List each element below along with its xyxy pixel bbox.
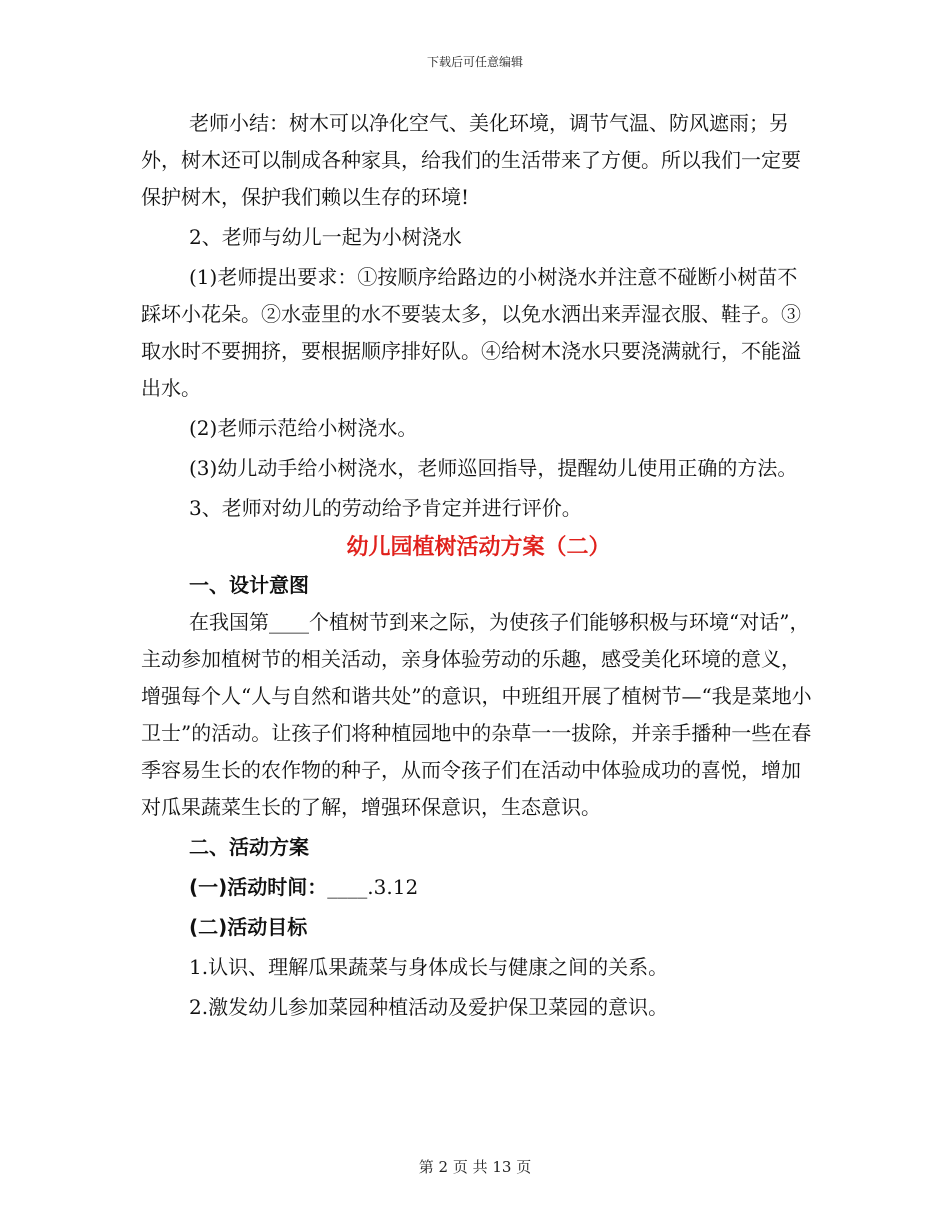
step-2-heading: 2、老师与幼儿一起为小树浇水 — [189, 225, 462, 249]
goal-item-2: 2.激发幼儿参加菜园种植活动及爱护保卫菜园的意识。 — [189, 995, 669, 1019]
page-footer: 第 2 页 共 13 页 — [418, 1158, 532, 1176]
step-2-practice: (3)幼儿动手给小树浇水，老师巡回指导，提醒幼儿使用正确的方法。 — [189, 456, 798, 480]
page-header-note: 下载后可任意编辑 — [426, 55, 523, 69]
activity-goals-heading: (二)活动目标 — [189, 915, 308, 939]
summary-paragraph: 老师小结：树木可以净化空气、美化环境，调节气温、防风遮雨；另外，树木还可以制成各种家具，给我们的生活带来了方便。所以我们一定要保护树木，保护我们赖以生存的环境! — [141, 111, 801, 209]
activity-time-line — [141, 869, 816, 906]
step-3-evaluation: 3、老师对幼儿的劳动给予肯定并进行评价。 — [189, 496, 582, 520]
document-body — [141, 105, 816, 1026]
step-2-demo: (2)老师示范给小树浇水。 — [189, 416, 418, 440]
design-intent-heading: 一、设计意图 — [189, 573, 309, 597]
activity-plan-heading: 二、活动方案 — [189, 835, 309, 859]
activity-time-value: ____.3.12 — [327, 875, 419, 899]
goal-item-1: 1.认识、理解瓜果蔬菜与身体成长与健康之间的关系。 — [189, 955, 669, 979]
section-title: 幼儿园植树活动方案（二） — [346, 534, 611, 560]
design-intent-paragraph: 在我国第____个植树节到来之际，为使孩子们能够积极与环境“对话”，主动参加植树节的相关活动，亲身体验劳动的乐趣，感受美化环境的意义，增强每个人“人与自然和谐共处”的意识，中班组开展了植树节—“我是菜地小卫士”的活动。让孩子们将种植园地中的杂草一一拔除，并亲手播种一些在春季容易生长的农作物的种子，从而令孩子们在活动中体验成功的喜悦，增加对瓜果蔬菜生长的了解，增强环保意识，生态意识。 — [141, 610, 812, 819]
activity-time-label: (一)活动时间： — [189, 875, 328, 899]
step-2-requirements: (1)老师提出要求：①按顺序给路边的小树浇水并注意不碰断小树苗不踩坏小花朵。②水壶里的水不要装太多，以免水洒出来弄湿衣服、鞋子。③取水时不要拥挤，要根据顺序排好队。④给树木浇水只要浇满就行，不能溢出水。 — [141, 265, 801, 400]
